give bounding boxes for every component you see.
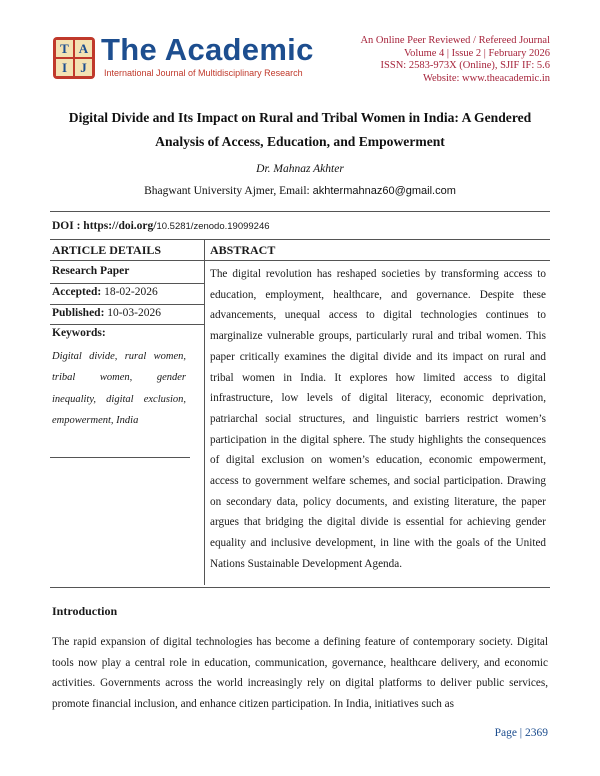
rule-detail-1 xyxy=(50,283,204,284)
meta-issn: ISSN: 2583-973X (Online), SJIF IF: 5.6 xyxy=(380,60,550,71)
keywords-label: Keywords: xyxy=(52,327,106,339)
logo-letter: I xyxy=(61,60,68,75)
journal-subtitle: International Journal of Multidisciplinary Research xyxy=(104,68,303,78)
meta-volume-issue: Volume 4 | Issue 2 | February 2026 xyxy=(403,47,550,59)
logo-letter: A xyxy=(78,41,89,56)
journal-name: The Academic xyxy=(101,32,314,67)
introduction-heading: Introduction xyxy=(52,604,118,618)
doi-line xyxy=(52,220,270,232)
paper-title: Digital Divide and Its Impact on Rural and Tribal Women in India: A Gendered Analysis of Access, Education, and Empowerment xyxy=(68,110,532,149)
author-affiliation xyxy=(50,185,550,197)
abstract-body: The digital revolution has reshaped societies by transforming access to education, employment, healthcare, and governance. Despite these advancements, unequal access to digital technologies continues to marginalize vulnerable groups, particularly rural and tribal women. This paper critically examines the digital divide and its impact on rural and tribal women in India. It explores how limited access to digital infrastructure, low levels of digital literacy, economic deprivation, patriarchal social structures, and linguistic barriers restrict women’s participation in the digital sphere. The study highlights the consequences of digital exclusion on women’s education, economic empowerment, access to government welfare schemes, and social participation. Drawing on secondary data, policy documents, and existing literature, the paper argues that bridging the digital divide is essential for achieving gender equality and inclusive development, in line with the goals of the United Nations Sustainable Development Agenda. xyxy=(210,268,546,570)
abstract-heading: ABSTRACT xyxy=(210,243,276,257)
author-name: Dr. Mahnaz Akhter xyxy=(256,163,344,175)
rule-keywords-end xyxy=(50,457,190,458)
article-details-heading: ARTICLE DETAILS xyxy=(52,243,162,257)
doi-label[interactable]: DOI : https://doi.org/ xyxy=(52,220,157,232)
meta-peer-review: An Online Peer Reviewed / Refereed Journal xyxy=(360,35,550,46)
page-number: Page | 2369 xyxy=(494,727,548,739)
author-email[interactable]: akhtermahnaz60@gmail.com xyxy=(312,185,456,197)
rule-detail-2 xyxy=(50,304,204,305)
column-divider xyxy=(204,240,205,585)
rule-bottom xyxy=(50,587,550,588)
journal-meta xyxy=(360,35,550,85)
journal-logo xyxy=(52,36,96,80)
doi-value[interactable]: 10.5281/zenodo.19099246 xyxy=(156,221,270,232)
accepted-date: Accepted: 18-02-2026 xyxy=(52,286,158,298)
rule-doi xyxy=(50,239,550,240)
published-date: Published: 10-03-2026 xyxy=(52,307,161,319)
meta-website[interactable]: Website: www.theacademic.in xyxy=(422,72,550,84)
keywords-list: Digital divide, rural women, tribal women, gender inequality, digital exclusion, empowerment, India xyxy=(52,351,186,426)
logo-letter: T xyxy=(60,41,69,56)
logo-letter: J xyxy=(80,60,87,75)
introduction-body: The rapid expansion of digital technologies has become a defining feature of contemporary society. Digital tools now play a central role in education, communication, governance, healthcare delivery, and economic activities. Governments across the world increasingly rely on digital platforms to deliver public services, promote financial inclusion, and enhance citizen participation. In India, initiatives such as xyxy=(52,636,548,711)
rule-top xyxy=(50,211,550,212)
rule-heads xyxy=(50,260,550,261)
article-type: Research Paper xyxy=(52,265,130,277)
affiliation-text: Bhagwant University Ajmer, Email: xyxy=(144,185,313,197)
rule-detail-3 xyxy=(50,324,204,325)
